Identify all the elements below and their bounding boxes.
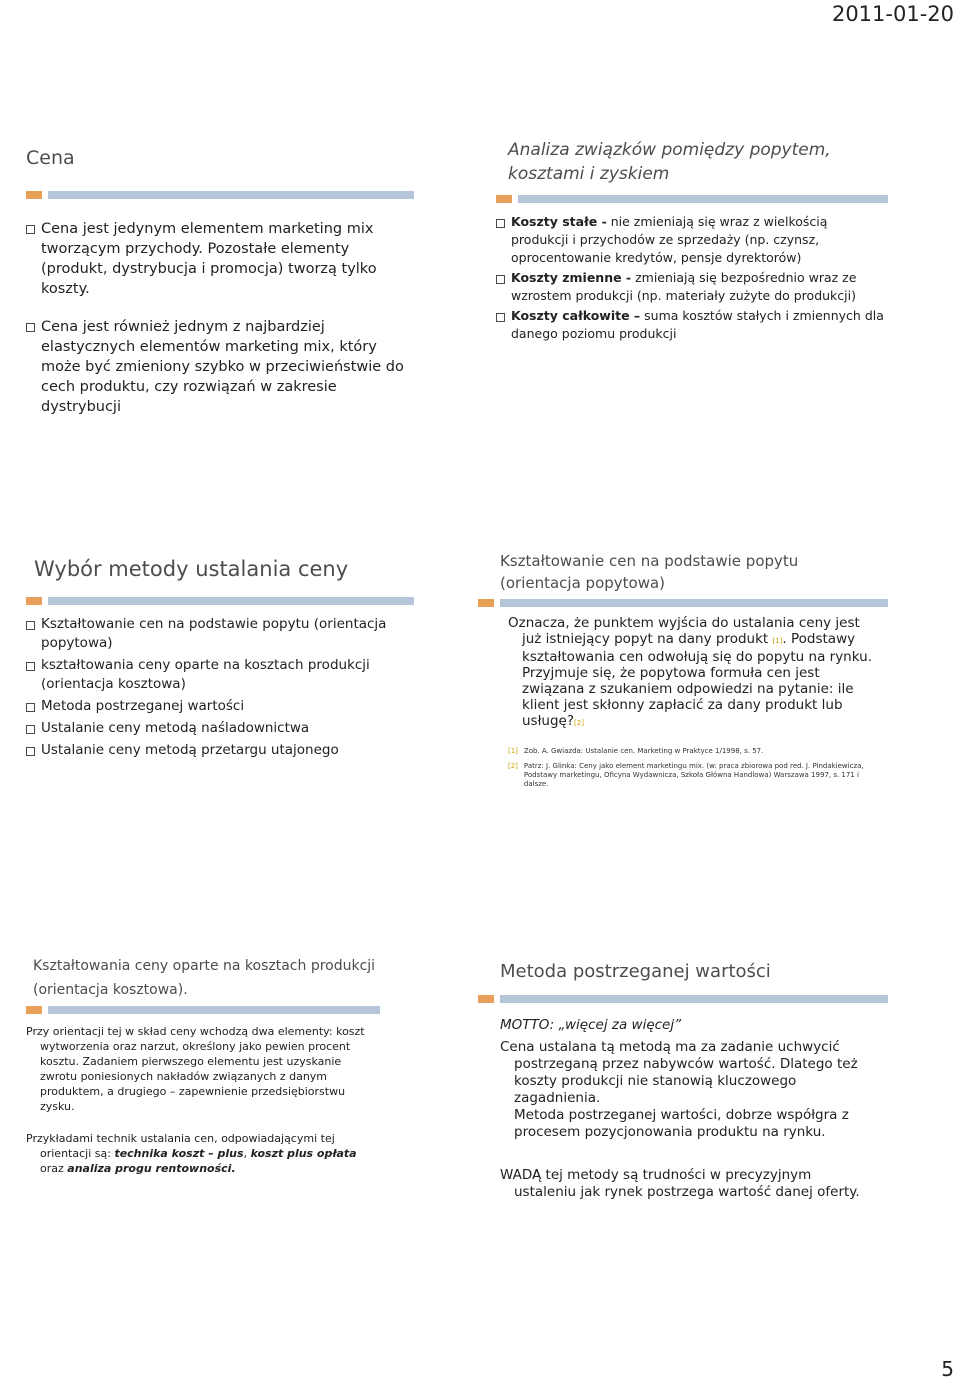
footnote [508,762,882,789]
footnote-text: Patrz: J. Glinka: Ceny jako element marketingu mix. (w: praca zbiorowa pod red. J. Pindakiewicza, Podstawy marketingu, Oficyna Wydawnicza, Szkoła Główna Handlowa) Warszawa 1997, s. 171 i dalsze. [523,762,864,788]
term-label: Koszty zmienne - [511,270,632,285]
technique-name: technika koszt – plus [114,1147,244,1160]
body-text: oraz [40,1162,68,1175]
technique-name: analiza progu rentowności. [67,1162,236,1175]
list-item: Cena jest jedynym elementem marketing mix tworzącym przychody. Pozostałe elementy (produkt, dystrybucja i promocja) tworzą tylko koszty. [26,219,414,299]
term-definition: nie zmieniają się wraz z wielkością produkcji i przychodów ze sprzedaży (np. czynsz, oprocentowanie kredytów, pensje dyrektorów) [511,214,828,265]
title-divider [26,1006,380,1014]
title-divider [478,599,888,607]
slide-wybor-metody [26,556,414,763]
slide-orientacja-popytowa [500,550,882,789]
slide-cena [26,146,414,435]
slide-metoda-postrzeganej-wartosci [500,960,862,1201]
footnote [508,747,882,756]
term-label: Koszty całkowite – [511,308,641,323]
motto [500,1017,862,1034]
term-label: Koszty stałe - [511,214,607,229]
title-divider [26,191,414,199]
list-item [496,307,888,343]
slide-paragraph: Przy orientacji tej w skład ceny wchodzą dwa elementy: koszt wytworzenia oraz narzut, określony jako pewien procent kosztu. Zadaniem pierwszego elementu jest uzyskanie zwrotu poniesionych nakładów związanych z danym produktem, a drugiego – zapewnienie przedsiębiorstwu zysku. [26,1025,365,1113]
motto-text: „więcej za więcej” [554,1017,682,1034]
title-divider [496,195,888,203]
footnote-text: Zob. A. Gwiazda: Ustalanie cen. Marketing w Praktyce 1/1998, s. 57. [523,747,764,755]
footnote-ref[interactable]: [1] [508,747,518,755]
list-item: Ustalanie ceny metodą naśladownictwa [26,719,414,738]
term-definition: suma kosztów stałych i zmiennych dla danego poziomu produkcji [511,308,884,341]
slide-analiza-zwiazkow [508,138,888,345]
technique-name: koszt plus opłata [250,1147,357,1160]
list-item: Metoda postrzeganej wartości [26,697,414,716]
page-number: 5 [941,1357,954,1381]
slide-body [508,615,882,731]
bullet-list [26,219,414,417]
footnotes [508,747,882,789]
term-definition: zmieniają się bezpośrednio wraz ze wzrostem produkcji (np. materiały zużyte do produkcji) [511,270,857,303]
slide-paragraph [26,1131,380,1176]
slide-title: Cena [26,147,75,169]
slide-paragraph: WADĄ tej metody są trudności w precyzyjnym ustaleniu jak rynek postrzega wartość danej oferty. [500,1167,860,1201]
motto-label: MOTTO: [500,1017,555,1034]
footnote-ref[interactable]: [2] [574,719,584,727]
list-item: Kształtowanie cen na podstawie popytu (orientacja popytowa) [26,615,414,653]
bullet-list [496,213,888,343]
document-date: 2011-01-20 [831,2,954,26]
list-item: kształtowania ceny oparte na kosztach produkcji (orientacja kosztowa) [26,656,414,694]
footnote-ref[interactable]: [1] [772,637,783,645]
slide-paragraph: Metoda postrzeganej wartości, dobrze współgra z procesem pozycjonowania produktu na rynku. [514,1107,849,1141]
slide-title: Metoda postrzeganej wartości [500,961,771,982]
title-line: (orientacja kosztowa). [33,982,188,998]
footnote-ref[interactable]: [2] [508,762,518,770]
list-item: Ustalanie ceny metodą przetargu utajonego [26,741,414,760]
title-line: Kształtowania ceny oparte na kosztach produkcji [33,958,376,974]
slide-paragraph: Cena ustalana tą metodą ma za zadanie uchwycić postrzeganą przez nabywców wartość. Dlatego też koszty produkcji nie stanowią kluczowego zagadnienia. [500,1039,858,1107]
title-divider [478,995,888,1003]
slide-orientacja-kosztowa [26,954,380,1176]
body-text: Oznacza, że punktem wyjścia do ustalania ceny jest już istniejący popyt na dany produkt [508,615,860,647]
body-text: . Podstawy kształtowania cen odwołują się do popytu na rynku. Przyjmuje się, że popytowa formuła cen jest związana z szukaniem odpowiedzi na pytanie: ile klient jest skłonny zapłacić za dany produkt lub usługę? [522,631,872,729]
slide-title: Kształtowanie cen na podstawie popytu (orientacja popytowa) [500,552,799,592]
slide-title: Analiza związków pomiędzy popytem, kosztami i zyskiem [508,140,831,184]
slide-title [33,954,380,1002]
title-divider [26,597,414,605]
list-item [496,213,888,267]
body-text: Przykładami technik ustalania cen, odpowiadającymi tej orientacji są: [26,1132,335,1160]
bullet-list [26,615,414,760]
body-text: , [243,1147,251,1160]
list-item: Cena jest również jednym z najbardziej elastycznych elementów marketing mix, który może być zmieniony szybko w przeciwieństwie do cech produktu, czy rozwiązań w zakresie dystrybucji [26,317,414,417]
list-item [496,269,888,305]
slide-title: Wybór metody ustalania ceny [34,557,349,581]
